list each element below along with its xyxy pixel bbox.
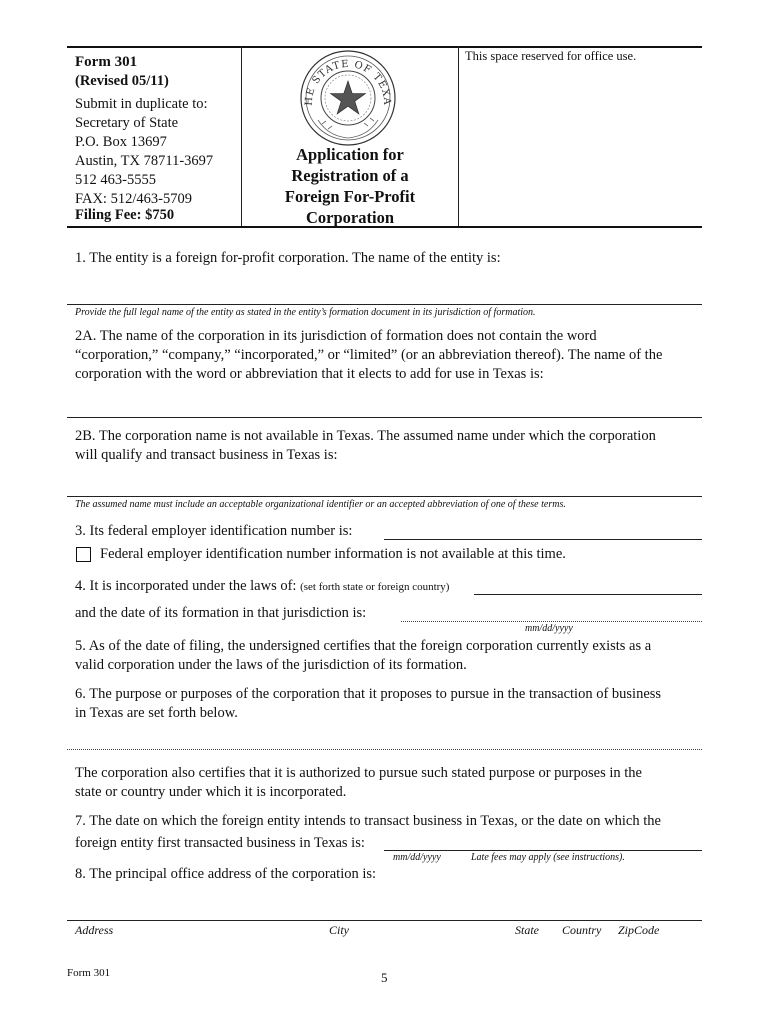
form-number-text: Form 301 (75, 54, 138, 70)
submit-line: Secretary of State (75, 115, 179, 131)
item4-main: 4. It is incorporated under the laws of: (75, 578, 297, 594)
item2b-line: 2B. The corporation name is not available in Texas. The assumed name under which the corporation (75, 428, 656, 444)
submit-line: FAX: 512/463-5709 (75, 191, 192, 207)
formation-date-field[interactable] (401, 621, 702, 622)
item6-line: 6. The purpose or purposes of the corporation that it proposes to pursue in the transaction of business (75, 686, 662, 702)
item7-line2: foreign entity first transacted business in Texas is: (75, 835, 365, 851)
revised-date: (Revised 05/11) (75, 73, 169, 89)
item1-text: 1. The entity is a foreign for-profit corporation. The name of the entity is: (75, 250, 501, 266)
state-label: State (515, 923, 539, 937)
item2a-line: corporation with the word or abbreviation that it elects to add for use in Texas is: (75, 366, 544, 382)
item2a-line: 2A. The name of the corporation in its jurisdiction of formation does not contain the word (75, 328, 597, 344)
country-label: Country (562, 923, 602, 937)
form-title-line: Corporation (306, 208, 394, 227)
item8-text: 8. The principal office address of the corporation is: (75, 866, 377, 882)
principal-address-field[interactable] (67, 920, 702, 921)
late-fees-note: Late fees may apply (see instructions). (471, 852, 625, 863)
filing-fee: Filing Fee: $750 (75, 207, 175, 223)
seal-lettering: HE STATE OF TEXA (303, 58, 393, 107)
ein-unavailable-checkbox[interactable] (76, 547, 91, 562)
texas-name-field[interactable] (67, 417, 702, 418)
business-date-field[interactable] (384, 850, 702, 851)
ein-unavailable-label: Federal employer identification number information is not available at this time. (100, 546, 566, 562)
submit-line: 512 463-5555 (75, 172, 156, 188)
form-title-line: Application for (296, 145, 404, 164)
item4-hint: (set forth state or foreign country) (300, 581, 450, 593)
item2b-text (75, 427, 702, 465)
item5-line: 5. As of the date of filing, the undersigned certifies that the foreign corporation currently exists as a (75, 638, 652, 654)
address-label: Address (75, 923, 114, 937)
item2a-text (75, 327, 702, 384)
submit-line: P.O. Box 13697 (75, 134, 167, 150)
item6-line: in Texas are set forth below. (75, 705, 238, 721)
item5-text (75, 637, 702, 675)
submit-line: Austin, TX 78711-3697 (75, 153, 214, 169)
business-date-format: mm/dd/yyyy (393, 852, 441, 863)
item6-certify-line: state or country under which it is incorporated. (75, 784, 347, 800)
texas-seal-icon (298, 48, 398, 148)
header-bottom-rule (67, 226, 702, 228)
form-number (75, 52, 137, 72)
item7-line1: 7. The date on which the foreign entity intends to transact business in Texas, or the date on which the (75, 813, 661, 829)
item2b-line: will qualify and transact business in Texas is: (75, 447, 338, 463)
form-title-line: Registration of a (291, 166, 409, 185)
item6-text (75, 685, 702, 723)
item6-certify-line: The corporation also certifies that it is authorized to pursue such stated purpose or purposes in the (75, 765, 642, 781)
office-use-label: This space reserved for office use. (465, 49, 637, 63)
item2a-line: “corporation,” “company,” “incorporated,” or “limited” (or an abbreviation thereof). The name of the (75, 347, 663, 363)
city-label: City (329, 923, 349, 937)
formation-date-format: mm/dd/yyyy (525, 623, 573, 634)
footer-form-label: Form 301 (67, 967, 111, 979)
item5-line: valid corporation under the laws of the jurisdiction of its formation. (75, 657, 467, 673)
seal-graphic (298, 48, 398, 148)
submit-line: Submit in duplicate to: (75, 96, 208, 112)
item4-text (75, 577, 449, 597)
purpose-field[interactable] (67, 749, 702, 750)
header-divider-right (458, 46, 459, 226)
entity-name-field[interactable] (67, 304, 702, 305)
page-number: 5 (381, 970, 388, 985)
form-title (242, 144, 458, 228)
submit-instructions (75, 95, 213, 209)
item1-note: Provide the full legal name of the entity as stated in the entity’s formation document in its jurisdiction of formation. (75, 307, 536, 318)
jurisdiction-field[interactable] (474, 594, 702, 595)
zip-label: ZipCode (618, 923, 660, 937)
formation-date-text: and the date of its formation in that jurisdiction is: (75, 605, 367, 621)
item6-certify-text (75, 764, 702, 802)
ein-field[interactable] (384, 539, 702, 540)
assumed-name-field[interactable] (67, 496, 702, 497)
form-title-line: Foreign For-Profit (284, 187, 416, 206)
item2b-note: The assumed name must include an acceptable organizational identifier or an accepted abbreviation of one of these terms. (75, 499, 566, 510)
item3-text: 3. Its federal employer identification number is: (75, 523, 353, 539)
